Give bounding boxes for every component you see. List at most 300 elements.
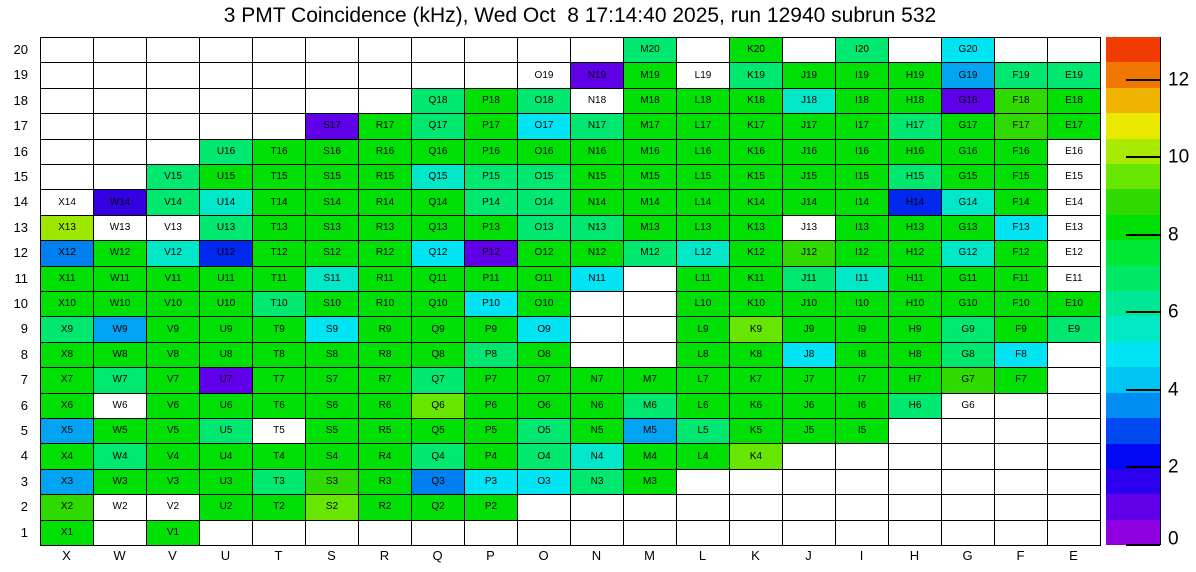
cell-O9: O9 (518, 317, 571, 342)
cell-W13: W13 (94, 216, 147, 241)
cell-W5: W5 (94, 419, 147, 444)
cell-P11: P11 (465, 267, 518, 292)
cell-empty (359, 89, 412, 114)
cell-N14: N14 (571, 190, 624, 215)
cell-G7: G7 (942, 368, 995, 393)
cell-empty (783, 495, 836, 520)
cell-empty (889, 470, 942, 495)
cell-X4: X4 (41, 444, 94, 469)
cell-empty (41, 114, 94, 139)
cell-Q12: Q12 (412, 241, 465, 266)
colorbar-label-4: 4 (1168, 379, 1179, 401)
cell-empty (730, 495, 783, 520)
cell-V4: V4 (147, 444, 200, 469)
cell-T11: T11 (253, 267, 306, 292)
cell-empty (147, 38, 200, 63)
cell-P2: P2 (465, 495, 518, 520)
cell-G20: G20 (942, 38, 995, 63)
cell-empty (836, 444, 889, 469)
cell-K5: K5 (730, 419, 783, 444)
cell-R13: R13 (359, 216, 412, 241)
colorbar-label-2: 2 (1168, 456, 1179, 478)
cell-M7: M7 (624, 368, 677, 393)
cell-empty (94, 114, 147, 139)
cell-U7: U7 (200, 368, 253, 393)
cell-I11: I11 (836, 267, 889, 292)
cell-S10: S10 (306, 292, 359, 317)
cell-T7: T7 (253, 368, 306, 393)
cell-I12: I12 (836, 241, 889, 266)
cell-empty (677, 495, 730, 520)
cell-V9: V9 (147, 317, 200, 342)
cell-Q6: Q6 (412, 394, 465, 419)
cell-W3: W3 (94, 470, 147, 495)
cell-empty (836, 470, 889, 495)
cell-empty (518, 38, 571, 63)
cell-P9: P9 (465, 317, 518, 342)
cell-U15: U15 (200, 165, 253, 190)
cell-X9: X9 (41, 317, 94, 342)
cell-K19: K19 (730, 63, 783, 88)
cell-J11: J11 (783, 267, 836, 292)
cell-K8: K8 (730, 343, 783, 368)
cell-empty (412, 63, 465, 88)
colorbar-tick (1126, 466, 1160, 468)
x-label-L: L (698, 548, 707, 563)
x-label-O: O (538, 548, 549, 563)
cell-W10: W10 (94, 292, 147, 317)
cell-S11: S11 (306, 267, 359, 292)
cell-empty (1048, 444, 1101, 469)
colorbar-label-6: 6 (1168, 301, 1179, 323)
cell-N6: N6 (571, 394, 624, 419)
cell-empty (200, 89, 253, 114)
cell-O17: O17 (518, 114, 571, 139)
cell-empty (1048, 343, 1101, 368)
y-label-10: 10 (13, 296, 28, 311)
cell-J16: J16 (783, 140, 836, 165)
cell-G17: G17 (942, 114, 995, 139)
x-label-H: H (909, 548, 920, 563)
cell-W4: W4 (94, 444, 147, 469)
cell-T3: T3 (253, 470, 306, 495)
x-label-E: E (1069, 548, 1078, 563)
cell-K7: K7 (730, 368, 783, 393)
x-label-Q: Q (432, 548, 443, 563)
cell-empty (306, 89, 359, 114)
cell-M4: M4 (624, 444, 677, 469)
cell-N5: N5 (571, 419, 624, 444)
cell-K12: K12 (730, 241, 783, 266)
cell-X7: X7 (41, 368, 94, 393)
cell-L8: L8 (677, 343, 730, 368)
cell-H17: H17 (889, 114, 942, 139)
cell-S6: S6 (306, 394, 359, 419)
cell-Q13: Q13 (412, 216, 465, 241)
cell-empty (465, 521, 518, 546)
cell-empty (253, 521, 306, 546)
cell-I8: I8 (836, 343, 889, 368)
cell-H9: H9 (889, 317, 942, 342)
cell-empty (41, 140, 94, 165)
cell-empty (94, 63, 147, 88)
x-label-U: U (220, 548, 231, 563)
cell-S9: S9 (306, 317, 359, 342)
cell-J12: J12 (783, 241, 836, 266)
cell-empty (465, 63, 518, 88)
cell-empty (995, 444, 1048, 469)
cell-L18: L18 (677, 89, 730, 114)
cell-Q8: Q8 (412, 343, 465, 368)
cell-Q17: Q17 (412, 114, 465, 139)
colorbar-band (1106, 113, 1160, 138)
cell-empty (147, 114, 200, 139)
cell-J5: J5 (783, 419, 836, 444)
cell-L9: L9 (677, 317, 730, 342)
cell-H8: H8 (889, 343, 942, 368)
cell-F14: F14 (995, 190, 1048, 215)
cell-O10: O10 (518, 292, 571, 317)
cell-empty (306, 63, 359, 88)
cell-G6: G6 (942, 394, 995, 419)
cell-O11: O11 (518, 267, 571, 292)
cell-W7: W7 (94, 368, 147, 393)
cell-empty (624, 292, 677, 317)
cell-T16: T16 (253, 140, 306, 165)
cell-R8: R8 (359, 343, 412, 368)
cell-S5: S5 (306, 419, 359, 444)
cell-empty (94, 140, 147, 165)
colorbar-band (1106, 37, 1160, 62)
cell-P5: P5 (465, 419, 518, 444)
cell-I17: I17 (836, 114, 889, 139)
cell-K17: K17 (730, 114, 783, 139)
y-label-15: 15 (13, 169, 28, 184)
cell-empty (1048, 368, 1101, 393)
cell-K20: K20 (730, 38, 783, 63)
cell-M5: M5 (624, 419, 677, 444)
cell-empty (94, 165, 147, 190)
cell-G10: G10 (942, 292, 995, 317)
x-label-J: J (805, 548, 812, 563)
cell-W2: W2 (94, 495, 147, 520)
cell-Q15: Q15 (412, 165, 465, 190)
colorbar-band (1106, 342, 1160, 367)
cell-N19: N19 (571, 63, 624, 88)
cell-R16: R16 (359, 140, 412, 165)
cell-X8: X8 (41, 343, 94, 368)
y-label-17: 17 (13, 118, 28, 134)
y-label-5: 5 (20, 423, 28, 438)
cell-W9: W9 (94, 317, 147, 342)
cell-O7: O7 (518, 368, 571, 393)
colorbar-band (1106, 316, 1160, 341)
cell-W11: W11 (94, 267, 147, 292)
cell-U6: U6 (200, 394, 253, 419)
cell-U9: U9 (200, 317, 253, 342)
colorbar-band (1106, 88, 1160, 113)
x-label-S: S (327, 548, 336, 563)
colorbar-band (1106, 215, 1160, 240)
cell-O19: O19 (518, 63, 571, 88)
cell-U14: U14 (200, 190, 253, 215)
colorbar-band (1106, 62, 1160, 87)
cell-empty (730, 470, 783, 495)
cell-L10: L10 (677, 292, 730, 317)
y-label-11: 11 (14, 270, 28, 286)
cell-Q5: Q5 (412, 419, 465, 444)
cell-W14: W14 (94, 190, 147, 215)
cell-empty (147, 89, 200, 114)
cell-V10: V10 (147, 292, 200, 317)
cell-J15: J15 (783, 165, 836, 190)
cell-Q7: Q7 (412, 368, 465, 393)
cell-V5: V5 (147, 419, 200, 444)
cell-P3: P3 (465, 470, 518, 495)
cell-S8: S8 (306, 343, 359, 368)
cell-K10: K10 (730, 292, 783, 317)
cell-empty (412, 521, 465, 546)
cell-R12: R12 (359, 241, 412, 266)
colorbar-band (1106, 139, 1160, 164)
cell-I14: I14 (836, 190, 889, 215)
cell-O3: O3 (518, 470, 571, 495)
cell-P14: P14 (465, 190, 518, 215)
colorbar-label-10: 10 (1168, 146, 1190, 168)
cell-L15: L15 (677, 165, 730, 190)
cell-empty (677, 38, 730, 63)
cell-G13: G13 (942, 216, 995, 241)
cell-F10: F10 (995, 292, 1048, 317)
cell-E11: E11 (1048, 267, 1101, 292)
cell-X5: X5 (41, 419, 94, 444)
cell-H11: H11 (889, 267, 942, 292)
y-label-12: 12 (13, 245, 28, 261)
cell-empty (624, 343, 677, 368)
y-label-19: 19 (13, 67, 28, 83)
colorbar-label-0: 0 (1168, 528, 1179, 550)
cell-F18: F18 (995, 89, 1048, 114)
cell-R4: R4 (359, 444, 412, 469)
cell-empty (518, 495, 571, 520)
cell-R15: R15 (359, 165, 412, 190)
cell-empty (200, 63, 253, 88)
cell-empty (942, 419, 995, 444)
y-label-2: 2 (20, 499, 28, 515)
cell-H10: H10 (889, 292, 942, 317)
cell-empty (306, 521, 359, 546)
x-label-M: M (644, 548, 655, 563)
colorbar-label-12: 12 (1168, 69, 1190, 91)
cell-K6: K6 (730, 394, 783, 419)
colorbar-tick (1126, 544, 1160, 546)
cell-S3: S3 (306, 470, 359, 495)
cell-V6: V6 (147, 394, 200, 419)
cell-U13: U13 (200, 216, 253, 241)
cell-empty (465, 38, 518, 63)
cell-J17: J17 (783, 114, 836, 139)
cell-H13: H13 (889, 216, 942, 241)
cell-V1: V1 (147, 521, 200, 546)
cell-U10: U10 (200, 292, 253, 317)
cell-K4: K4 (730, 444, 783, 469)
y-label-16: 16 (13, 143, 28, 159)
cell-T4: T4 (253, 444, 306, 469)
cell-L4: L4 (677, 444, 730, 469)
cell-M13: M13 (624, 216, 677, 241)
cell-P12: P12 (465, 241, 518, 266)
x-label-V: V (168, 548, 177, 563)
cell-I16: I16 (836, 140, 889, 165)
cell-J19: J19 (783, 63, 836, 88)
cell-empty (889, 419, 942, 444)
cell-X12: X12 (41, 241, 94, 266)
cell-T15: T15 (253, 165, 306, 190)
y-label-14: 14 (13, 194, 28, 210)
cell-N4: N4 (571, 444, 624, 469)
cell-O16: O16 (518, 140, 571, 165)
cell-K18: K18 (730, 89, 783, 114)
cell-Q3: Q3 (412, 470, 465, 495)
cell-V11: V11 (147, 267, 200, 292)
cell-E14: E14 (1048, 190, 1101, 215)
cell-O14: O14 (518, 190, 571, 215)
cell-O5: O5 (518, 419, 571, 444)
cell-empty (783, 444, 836, 469)
cell-F8: F8 (995, 343, 1048, 368)
cell-S15: S15 (306, 165, 359, 190)
cell-U16: U16 (200, 140, 253, 165)
cell-J18: J18 (783, 89, 836, 114)
x-label-R: R (379, 548, 390, 563)
cell-M18: M18 (624, 89, 677, 114)
cell-empty (1048, 495, 1101, 520)
cell-X11: X11 (41, 267, 94, 292)
cell-K15: K15 (730, 165, 783, 190)
cell-Q4: Q4 (412, 444, 465, 469)
cell-U3: U3 (200, 470, 253, 495)
colorbar-band (1106, 494, 1160, 519)
colorbar-band (1106, 418, 1160, 443)
cell-F16: F16 (995, 140, 1048, 165)
cell-empty (41, 165, 94, 190)
cell-O18: O18 (518, 89, 571, 114)
cell-empty (995, 521, 1048, 546)
cell-R17: R17 (359, 114, 412, 139)
cell-W6: W6 (94, 394, 147, 419)
cell-H19: H19 (889, 63, 942, 88)
cell-empty (1048, 521, 1101, 546)
cell-F9: F9 (995, 317, 1048, 342)
cell-T8: T8 (253, 343, 306, 368)
cell-W8: W8 (94, 343, 147, 368)
cell-V14: V14 (147, 190, 200, 215)
cell-O4: O4 (518, 444, 571, 469)
cell-Q16: Q16 (412, 140, 465, 165)
cell-K14: K14 (730, 190, 783, 215)
cell-N16: N16 (571, 140, 624, 165)
cell-G19: G19 (942, 63, 995, 88)
cell-empty (253, 38, 306, 63)
colorbar-band (1106, 393, 1160, 418)
x-label-I: I (859, 548, 864, 563)
colorbar-band (1106, 164, 1160, 189)
y-axis-labels (0, 37, 34, 545)
cell-R9: R9 (359, 317, 412, 342)
y-label-7: 7 (20, 372, 28, 388)
y-label-4: 4 (20, 448, 28, 464)
cell-I13: I13 (836, 216, 889, 241)
cell-empty (783, 521, 836, 546)
cell-I7: I7 (836, 368, 889, 393)
cell-R11: R11 (359, 267, 412, 292)
cell-G14: G14 (942, 190, 995, 215)
cell-U8: U8 (200, 343, 253, 368)
heatmap-grid (40, 37, 1101, 546)
x-label-F: F (1016, 548, 1025, 563)
cell-U4: U4 (200, 444, 253, 469)
cell-P18: P18 (465, 89, 518, 114)
cell-H14: H14 (889, 190, 942, 215)
cell-L11: L11 (677, 267, 730, 292)
cell-empty (41, 89, 94, 114)
cell-I5: I5 (836, 419, 889, 444)
cell-V8: V8 (147, 343, 200, 368)
cell-P13: P13 (465, 216, 518, 241)
cell-I18: I18 (836, 89, 889, 114)
cell-empty (624, 521, 677, 546)
cell-K9: K9 (730, 317, 783, 342)
cell-N18: N18 (571, 89, 624, 114)
x-label-G: G (962, 548, 973, 563)
cell-empty (359, 38, 412, 63)
cell-empty (677, 470, 730, 495)
cell-O13: O13 (518, 216, 571, 241)
cell-empty (359, 63, 412, 88)
y-label-3: 3 (20, 473, 28, 489)
cell-empty (571, 343, 624, 368)
cell-R3: R3 (359, 470, 412, 495)
cell-V7: V7 (147, 368, 200, 393)
cell-empty (200, 114, 253, 139)
cell-G9: G9 (942, 317, 995, 342)
cell-T2: T2 (253, 495, 306, 520)
cell-U12: U12 (200, 241, 253, 266)
cell-empty (624, 267, 677, 292)
colorbar-label-8: 8 (1168, 224, 1179, 246)
cell-E18: E18 (1048, 89, 1101, 114)
cell-L7: L7 (677, 368, 730, 393)
cell-N12: N12 (571, 241, 624, 266)
cell-E16: E16 (1048, 140, 1101, 165)
cell-F19: F19 (995, 63, 1048, 88)
y-label-8: 8 (20, 346, 28, 362)
cell-X2: X2 (41, 495, 94, 520)
colorbar-band (1106, 444, 1160, 469)
cell-E13: E13 (1048, 216, 1101, 241)
cell-K13: K13 (730, 216, 783, 241)
cell-empty (836, 495, 889, 520)
cell-O15: O15 (518, 165, 571, 190)
cell-Q9: Q9 (412, 317, 465, 342)
cell-X13: X13 (41, 216, 94, 241)
colorbar-band (1106, 520, 1160, 545)
cell-E17: E17 (1048, 114, 1101, 139)
cell-empty (889, 521, 942, 546)
cell-empty (518, 521, 571, 546)
cell-empty (783, 470, 836, 495)
cell-Q11: Q11 (412, 267, 465, 292)
